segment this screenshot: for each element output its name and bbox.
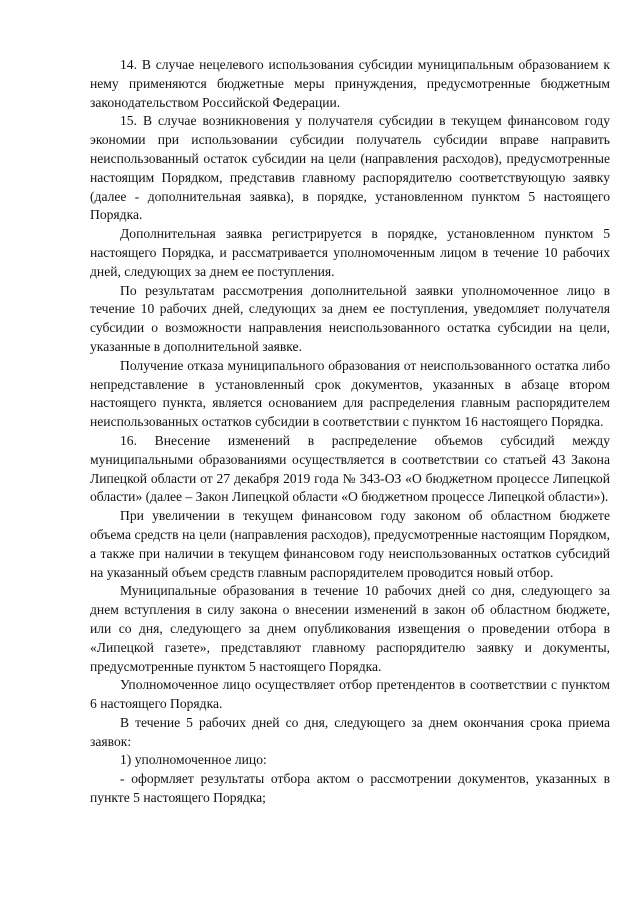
- paragraph-review-results: По результатам рассмотрения дополнительной заявки уполномоченное лицо в течение 10 рабочих дней, следующих за днем ее поступления, уведомляет получателя субсидии о возможности направления неиспользованного остатка субсидии на цели, указанные в дополнительной заявке.: [90, 282, 610, 354]
- paragraph-new-selection: При увеличении в текущем финансовом году законом об областном бюджете объема средств на цели (направления расходов), предусмотренные настоящим Порядком, а также при наличии в текущем финансовом году неиспользованных остатков субсидий на указанный объем средств главным распорядителем проводится новый отбор.: [90, 508, 610, 580]
- paragraph-selection-procedure: Уполномоченное лицо осуществляет отбор претендентов в соответствии с пунктом 6 настоящего Порядка.: [90, 677, 610, 712]
- paragraph-15-savings: 15. В случае возникновения у получателя субсидии в текущем финансовом году экономии при использовании субсидии получатель субсидии вправе направить неиспользованный остаток субсидии на цели (направления расходов), предусмотренные настоящим Порядком, представив главному распорядителю соответствующую заявку (далее - дополнительная заявка), в порядке, установленном пунктом 5 настоящего Порядка.: [90, 113, 610, 223]
- list-item-1: 1) уполномоченное лицо:: [120, 752, 267, 768]
- paragraph-16-changes: 16. Внесение изменений в распределение объемов субсидий между муниципальными образованиями осуществляется в соответствии со статьей 43 Закона Липецкой области от 27 декабря 2019 года № 343-ОЗ «О бюджетном процессе Липецкой области» (далее – Закон Липецкой области «О бюджетном процессе Липецкой области»).: [90, 432, 610, 505]
- paragraph-14-misuse: 14. В случае нецелевого использования субсидии муниципальным образованием к нему применяются бюджетные меры принуждения, предусмотренные бюджетным законодательством Российской Федерации.: [90, 57, 610, 110]
- list-item-dash: - оформляет результаты отбора актом о рассмотрении документов, указанных в пункте 5 настоящего Порядка;: [90, 771, 610, 806]
- paragraph-municipal-submission: Муниципальные образования в течение 10 рабочих дней со дня, следующего за днем вступления в силу закона о внесении изменений в закон об областном бюджете, или со дня, следующего за днем опубликования извещения о проведении отбора в «Липецкой газете», представляют главному распорядителю заявку и документы, предусмотренные пунктом 5 настоящего Порядка.: [90, 583, 610, 674]
- paragraph-deadline: В течение 5 рабочих дней со дня, следующего за днем окончания срока приема заявок:: [90, 714, 610, 749]
- paragraph-refusal: Получение отказа муниципального образования от неиспользованного остатка либо непредставление в установленный срок документов, указанных в абзаце втором настоящего пункта, является основанием для распределения главным распорядителем неиспользованных остатков субсидии в соответствии с пунктом 16 настоящего Порядка.: [90, 357, 610, 430]
- paragraph-additional-request: Дополнительная заявка регистрируется в порядке, установленном пунктом 5 настоящего Порядка, и рассматривается уполномоченным лицом в течение 10 рабочих дней, следующих за днем ее поступления.: [90, 226, 610, 279]
